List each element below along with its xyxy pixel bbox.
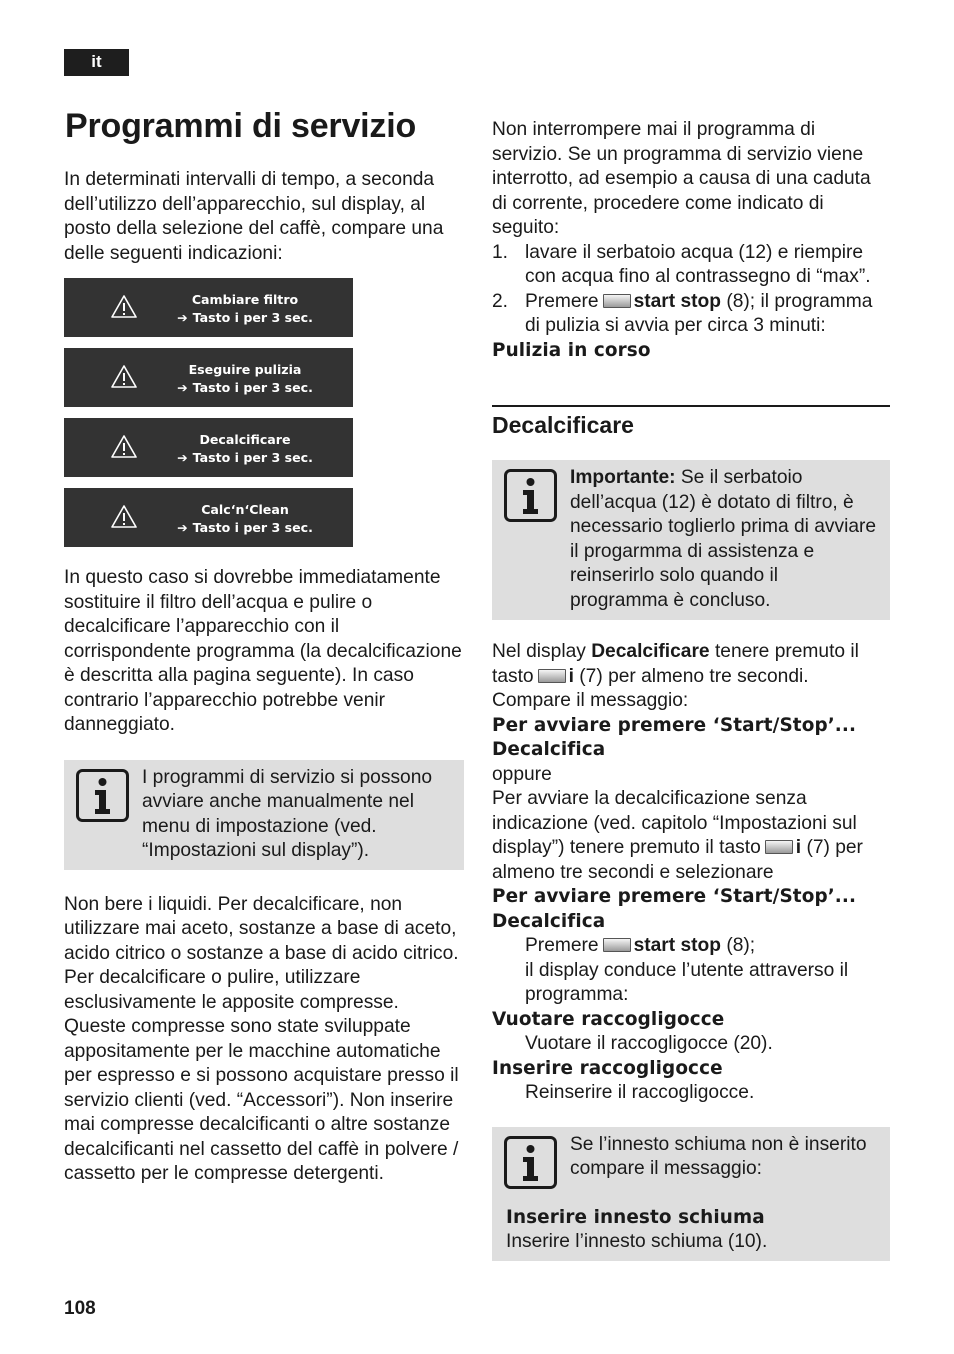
text-span: Per avviare la decalcificazione senza indicazione (ved. capitolo “Impostazioni sul display”) tenere premuto il tasto [492,788,857,858]
info-text: I programmi di servizio si possono avviare anche manualmente nel menu di impostazione (ved. “Impostazioni sul display”). [142,766,433,861]
info-icon [76,769,129,822]
display-line-2: Tasto i per 3 sec. [192,520,313,535]
arrow-right-icon: ➔ [177,450,188,465]
info-key-label: i [568,665,574,687]
arrow-right-icon: ➔ [177,520,188,535]
arrow-right-icon: ➔ [177,380,188,395]
button-key-icon [765,840,793,854]
warning-icon [110,434,138,460]
text-span: Premere [525,935,599,956]
display-message-cleaning [64,348,353,407]
language-code: it [91,52,102,72]
button-key-icon [603,938,631,952]
intro-paragraph: In determinati intervalli di tempo, a seconda dell’utilizzo dell’apparecchio, sul display, al posto della selezione del caffè, compare una delle seguenti indicazioni: [64,169,444,264]
display-message-empty-drip-tray: Vuotare raccogligocce [492,1008,725,1030]
descale-paragraph [492,640,890,714]
button-key-icon [538,669,566,683]
page-number: 108 [64,1298,96,1319]
text-span: Compare il messaggio: [492,690,689,711]
step-item [492,241,890,290]
info-icon [504,469,557,522]
display-line-1: Decalcificare [199,432,291,447]
display-line-2: Tasto i per 3 sec. [192,380,313,395]
display-message-start: Per avviare premere ‘Start/Stop’... Decalcifica [492,714,857,760]
instruction-text: Inserire l’innesto schiuma (10). [506,1231,768,1252]
display-line-2: Tasto i per 3 sec. [192,450,313,465]
display-messages [64,278,464,547]
section-title: Decalcificare [492,412,634,438]
display-message-change-filter [64,278,353,337]
instruction-text: Reinserire il raccogligocce. [525,1082,755,1103]
info-box-milk-frother [492,1127,890,1261]
descale-display-label: Decalcificare [591,641,710,662]
section-divider [492,405,890,440]
left-column [64,104,464,1187]
info-box-important [492,460,890,620]
step-text: (8); il programma di pulizia si avvia per circa 3 minuti: [525,290,873,336]
replace-filter-paragraph: In questo caso si dovrebbe immediatamente sostituire il filtro dell’acqua e pulire o decalcificare l’apparecchio con il corrispondente programma (la decalcificazione è descritta alla pagina seguente). In caso contrario l’apparecchio potrebbe venir danneggiato. [64,567,462,735]
step-item [492,290,890,339]
important-label: Importante: [570,467,676,488]
step-text: lavare il serbatoio acqua (12) e riempire con acqua fino al contrassegno di “max”. [525,241,871,287]
display-message-insert-drip-tray: Inserire raccogligocce [492,1057,723,1079]
or-text: oppure [492,763,552,785]
text-span: tenere premuto il tasto [492,641,859,687]
text-span: il display conduce l’utente attraverso il programma: [525,959,849,1005]
display-line-1: Cambiare filtro [191,292,299,307]
button-key-icon [603,294,631,308]
right-column [492,118,890,1261]
info-text: Se l’innesto schiuma non è inserito compare il messaggio: [570,1133,867,1179]
step-number: 2. [492,290,509,312]
text-span: (7) per almeno tre secondi. [579,665,809,687]
info-text [570,466,878,613]
descale-alt-paragraph [492,787,890,885]
warning-icon [110,364,138,390]
recovery-steps [492,241,890,339]
status-message: Pulizia in corso [492,339,651,361]
display-message-start: Per avviare premere ‘Start/Stop’... Decalcifica [492,886,857,932]
text-span: Nel display [492,641,586,662]
warning-icon [110,294,138,320]
page-title: Programmi di servizio [65,107,417,145]
start-stop-key-label: start stop [633,935,721,956]
press-start-stop-paragraph [492,934,890,1008]
display-message-insert-frother: Inserire innesto schiuma [506,1206,765,1228]
text-span: (8); [726,935,756,956]
step-text: Premere [525,290,599,312]
display-line-2: Tasto i per 3 sec. [192,310,313,325]
display-line-1: Calc‘n‘Clean [201,502,289,517]
display-message-calc-n-clean [64,488,353,547]
info-key-label: i [795,837,802,858]
warning-icon [110,504,138,530]
info-box-manual-start [64,760,464,870]
step-number: 1. [492,241,509,263]
info-icon [504,1136,557,1189]
text-span: (7) per almeno tre secondi e selezionare [492,837,863,883]
start-stop-key-label: start stop [633,290,721,312]
display-message-descale [64,418,353,477]
do-not-interrupt-paragraph: Non interrompere mai il programma di servizio. Se un programma di servizio viene interrotto, ad esempio a causa di una caduta di corrente, procedere come indicato di seguito: [492,119,871,238]
language-tag [64,49,129,76]
arrow-right-icon: ➔ [177,310,188,325]
tablets-warning-paragraph: Non bere i liquidi. Per decalcificare, non utilizzare mai aceto, sostanze a base di aceto, acido citrico o sostanze a base di acido citrico. Per decalcificare o pulire, utilizzare esclusivamente le apposite compresse. Queste compresse sono state sviluppate appositamente per le macchine automatiche per espresso e si possono acquistare presso il servizio clienti (ved. “Accessori”). Non inserire mai compresse decalcificanti o altre sostanze decalcificanti nel cassetto del caffè in polvere / cassetto per le compresse detergenti. [64,893,459,1184]
important-text: Se il serbatoio dell’acqua (12) è dotato di filtro, è necessario toglierlo prima di avviare il progarmma di assistenza e reinserirlo solo quando il programma è concluso. [570,467,877,611]
display-line-1: Eseguire pulizia [188,362,302,377]
instruction-text: Vuotare il raccogligocce (20). [525,1033,773,1054]
